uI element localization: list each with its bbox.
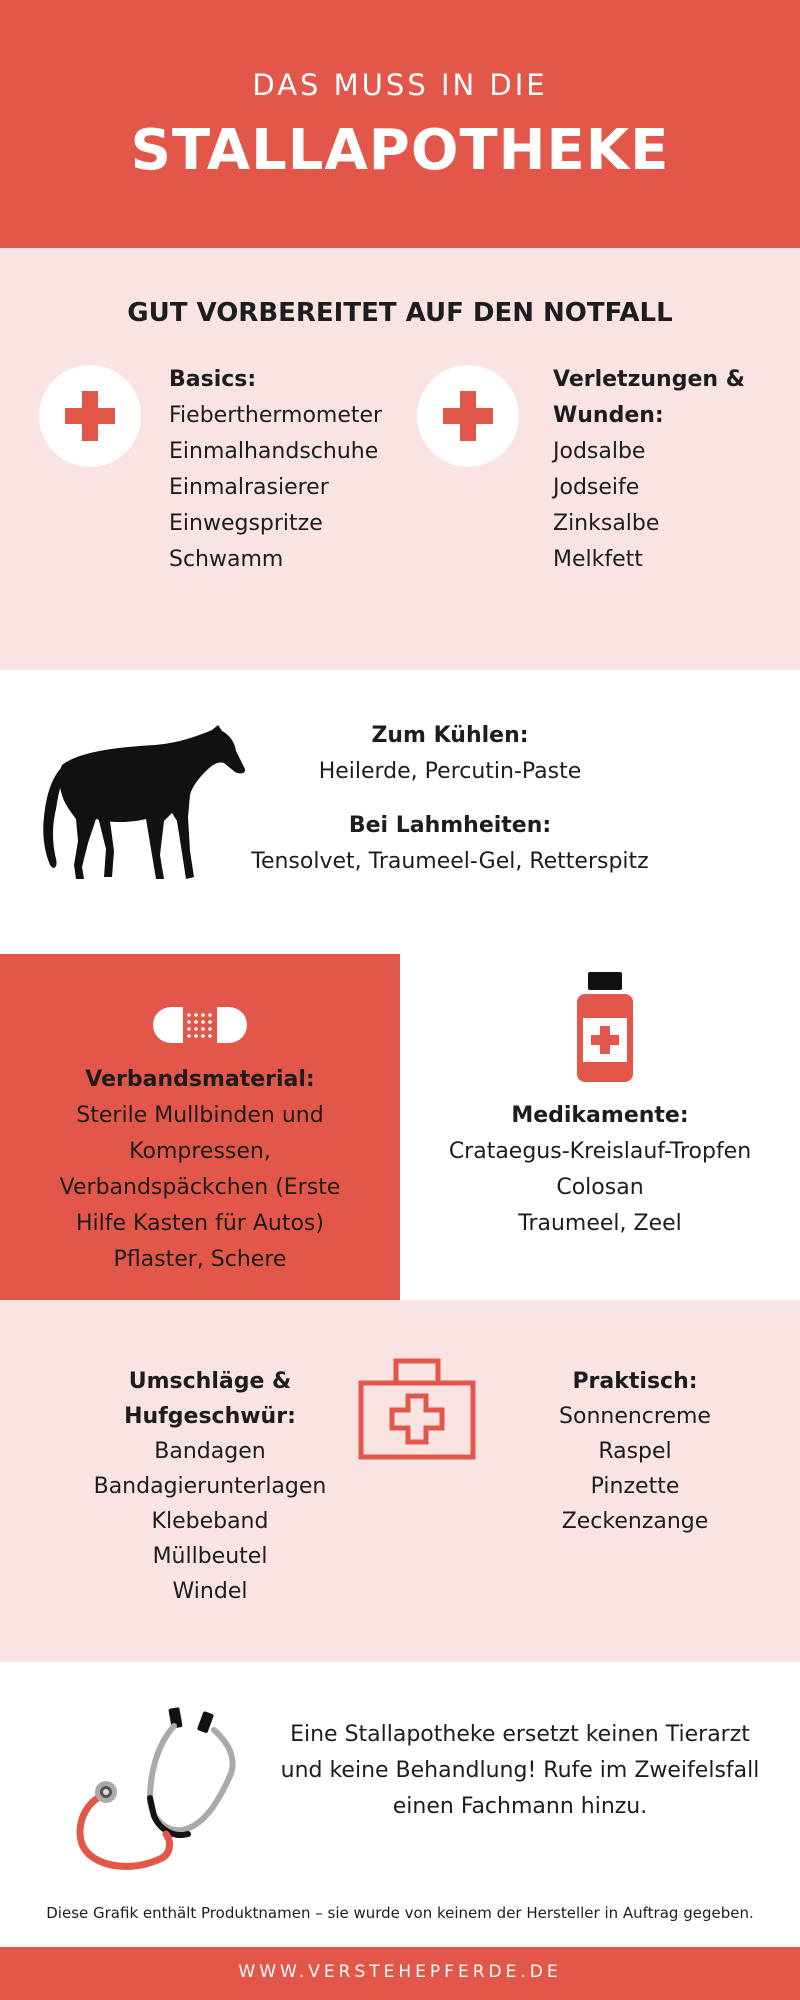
list-item: Klebeband <box>151 1509 269 1534</box>
disclaimer-message <box>270 1717 770 1825</box>
list-item: Einmalrasierer <box>169 475 329 500</box>
praktisch-heading: Praktisch: <box>572 1369 698 1394</box>
list-item: Fieberthermometer <box>169 403 383 428</box>
verband-heading: Verbandsmaterial: <box>85 1067 315 1092</box>
footer <box>0 1947 800 2000</box>
product-note: Diese Grafik enthält Produktnamen – sie wurde von keinem der Hersteller in Auftrag gegeben. <box>46 1904 754 1922</box>
basics-heading: Basics: <box>169 367 257 392</box>
list-item: Pinzette <box>590 1474 680 1499</box>
list-item: Jodseife <box>553 475 640 500</box>
lahmheiten-text: Tensolvet, Traumeel-Gel, Retterspitz <box>251 849 649 874</box>
kuehlen-heading: Zum Kühlen: <box>371 723 529 748</box>
medikamente-list <box>400 1098 800 1242</box>
umschlaege-list <box>70 1364 350 1609</box>
list-item: Zinksalbe <box>553 511 660 536</box>
list-item: Sterile Mullbinden und <box>76 1103 324 1128</box>
kuehlen-text: Heilerde, Percutin-Paste <box>318 759 582 784</box>
medikamente-section <box>400 954 800 1300</box>
medicine-bottle-icon <box>575 972 635 1084</box>
list-item: Schwamm <box>169 547 284 572</box>
list-item: Sonnencreme <box>559 1404 711 1429</box>
wunden-list <box>553 362 745 578</box>
umschlaege-heading: Hufgeschwür: <box>124 1404 296 1429</box>
list-item: Verbandspäckchen (Erste <box>59 1175 341 1200</box>
list-item: Crataegus-Kreislauf-Tropfen <box>448 1139 752 1164</box>
list-item: Kompressen, <box>129 1139 271 1164</box>
list-item: Bandagen <box>154 1439 266 1464</box>
list-item: Bandagierunterlagen <box>93 1474 327 1499</box>
list-item: Colosan <box>556 1175 644 1200</box>
cross-icon <box>417 365 519 467</box>
disclaimer-line: und keine Behandlung! Rufe im Zweifelsfall <box>280 1758 760 1783</box>
notfall-section <box>0 248 800 670</box>
basics-list <box>169 362 382 578</box>
cross-icon <box>39 365 141 467</box>
list-item: Traumeel, Zeel <box>518 1211 682 1236</box>
umschlaege-heading: Umschläge & <box>128 1369 292 1394</box>
list-item: Einwegspritze <box>169 511 323 536</box>
list-item: Melkfett <box>553 547 643 572</box>
medikamente-heading: Medikamente: <box>511 1103 689 1128</box>
stethoscope-icon <box>70 1706 250 1876</box>
lahmheiten-heading: Bei Lahmheiten: <box>348 813 552 838</box>
praktisch-list <box>520 1364 750 1539</box>
list-item: Windel <box>172 1579 248 1604</box>
disclaimer-section <box>0 1662 800 1947</box>
first-aid-kit-icon <box>358 1358 476 1460</box>
list-item: Jodsalbe <box>553 439 646 464</box>
kuehlen-section <box>0 670 800 954</box>
kuehlen-block <box>50 718 800 880</box>
list-item: Einmalhandschuhe <box>169 439 379 464</box>
list-item: Zeckenzange <box>561 1509 709 1534</box>
list-item: Pflaster, Schere <box>113 1247 287 1272</box>
wunden-heading: Verletzungen & <box>553 367 745 392</box>
list-item: Raspel <box>598 1439 672 1464</box>
list-item: Müllbeutel <box>152 1544 268 1569</box>
wunden-heading: Wunden: <box>553 403 664 428</box>
header <box>0 0 800 248</box>
verband-section <box>0 954 400 1300</box>
notfall-title: GUT VORBEREITET AUF DEN NOTFALL <box>127 298 673 328</box>
bandage-icon <box>153 1007 247 1043</box>
list-item: Hilfe Kasten für Autos) <box>76 1211 324 1236</box>
footer-url[interactable]: WWW.VERSTEHEPFERDE.DE <box>238 1962 562 1982</box>
header-title: STALLAPOTHEKE <box>130 118 670 183</box>
disclaimer-line: einen Fachmann hinzu. <box>392 1794 648 1819</box>
verband-list <box>0 1062 400 1278</box>
disclaimer-line: Eine Stallapotheke ersetzt keinen Tierarzt <box>290 1722 750 1747</box>
praktisch-section <box>0 1300 800 1662</box>
header-subtitle: DAS MUSS IN DIE <box>252 68 548 102</box>
